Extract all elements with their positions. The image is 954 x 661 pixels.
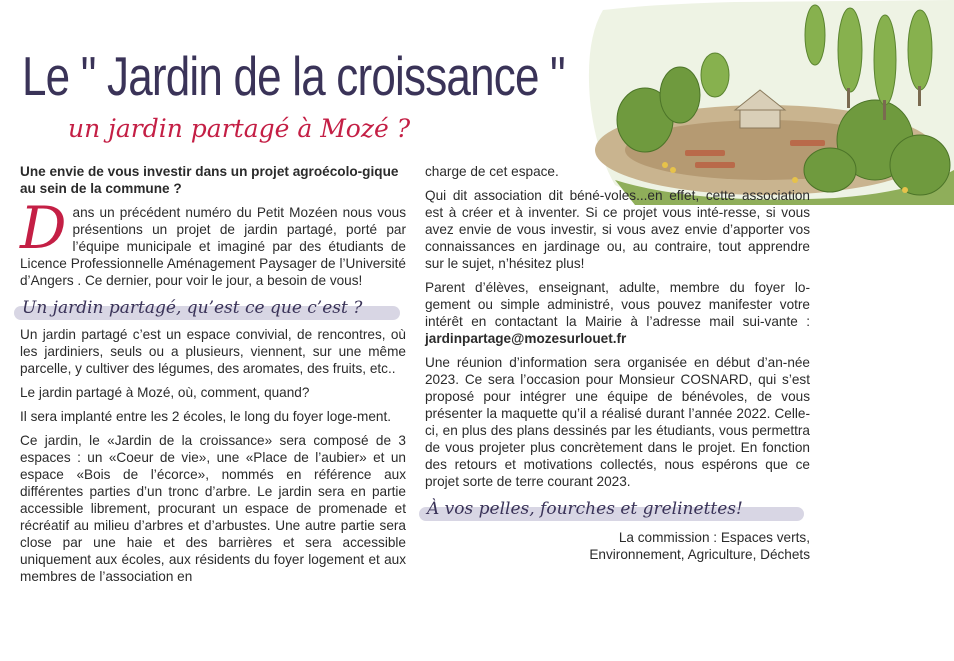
- contact-paragraph: [425, 279, 810, 347]
- signature-line: La commission : Espaces verts,: [618, 530, 810, 545]
- page-title: Le " Jardin de la croissance ": [22, 45, 565, 107]
- signature-line: Environnement, Agriculture, Déchets: [589, 547, 810, 562]
- lead-question: Une envie de vous investir dans un projet agroécolo-gique au sein de la commune ?: [20, 164, 399, 196]
- page-subtitle: un jardin partagé à Mozé ?: [68, 114, 411, 143]
- signature: [425, 529, 810, 563]
- email-link[interactable]: jardinpartage@mozesurlouet.fr: [425, 331, 627, 346]
- drop-cap: D: [20, 194, 67, 262]
- paragraph: Un jardin partagé c’est un espace convivial, de rencontres, où les jardiniers, seuls ou a plusieurs, viennent, sur une même parcelle, y cultiver des légumes, des aromates, des fruits, etc..: [20, 327, 406, 376]
- closing-heading: À vos pelles, fourches et grelinettes!: [425, 498, 810, 521]
- right-column: [425, 163, 810, 563]
- paragraph: Ce jardin, le «Jardin de la croissance» sera composé de 3 espaces : un «Coeur de vie», une «Place de l’aubier» et un espace «Bois de l’écorce», nommés en référence aux différentes parties d’un tronc d’arbre. Le jardin sera en partie accessible librement, procurant un espace de promenade et récréatif au milieu d’arbres et d’arbustes. Une autre partie sera close par une haie et des barrières et sera accessible uniquement aux écoles, aux résidents du foyer logement et aux membres de l’association en: [20, 433, 406, 584]
- section-heading: Un jardin partagé, qu’est ce que c’est ?: [20, 297, 406, 320]
- contact-text: Parent d’élèves, enseignant, adulte, membre du foyer lo-gement ou simple administré, vous pouvez manifester votre intérêt en contactant la Mairie à l’adresse mail sui-vante :: [425, 280, 810, 329]
- paragraph: charge de cet espace.: [425, 164, 559, 179]
- paragraph: Qui dit association dit béné-voles...en effet, cette association est à créer et à inventer. Si ce projet vous inté-resse, si vous avez envie de vous investir, si vous avez envie d’apporter vos connaissances en jardinage ou, au contraire, tout apprendre sur le sujet, n’hésitez plus!: [425, 188, 810, 271]
- paragraph: Il sera implanté entre les 2 écoles, le long du foyer loge-ment.: [20, 409, 392, 424]
- intro-paragraph: [20, 194, 406, 289]
- paragraph: Une réunion d’information sera organisée en début d’an-née 2023. Ce sera l’occasion pour Monsieur COSNARD, qui s’est proposé pour intégrer une équipe de bénévoles, de vous présenter la maquette qu’il a réalisé durant l’année 2022. Celle-ci, en plus des plans dessinés par les étudiants, vous permettra de vous projeter plus concrètement dans le projet. En fonction des retours et motivations collectés, nous espérons que ce projet sorte de terre courant 2023.: [425, 355, 810, 489]
- intro-text: ans un précédent numéro du Petit Mozéen nous vous présentions un projet de jardin partagé, porté par l’équipe municipale et imaginé par des étudiants de Licence Professionnelle Aménagement Paysager de l’Université d’Angers . Ce dernier, pour voir le jour, a besoin de vous!: [20, 205, 406, 288]
- paragraph: Le jardin partagé à Mozé, où, comment, quand?: [20, 385, 310, 400]
- left-column: [20, 163, 406, 592]
